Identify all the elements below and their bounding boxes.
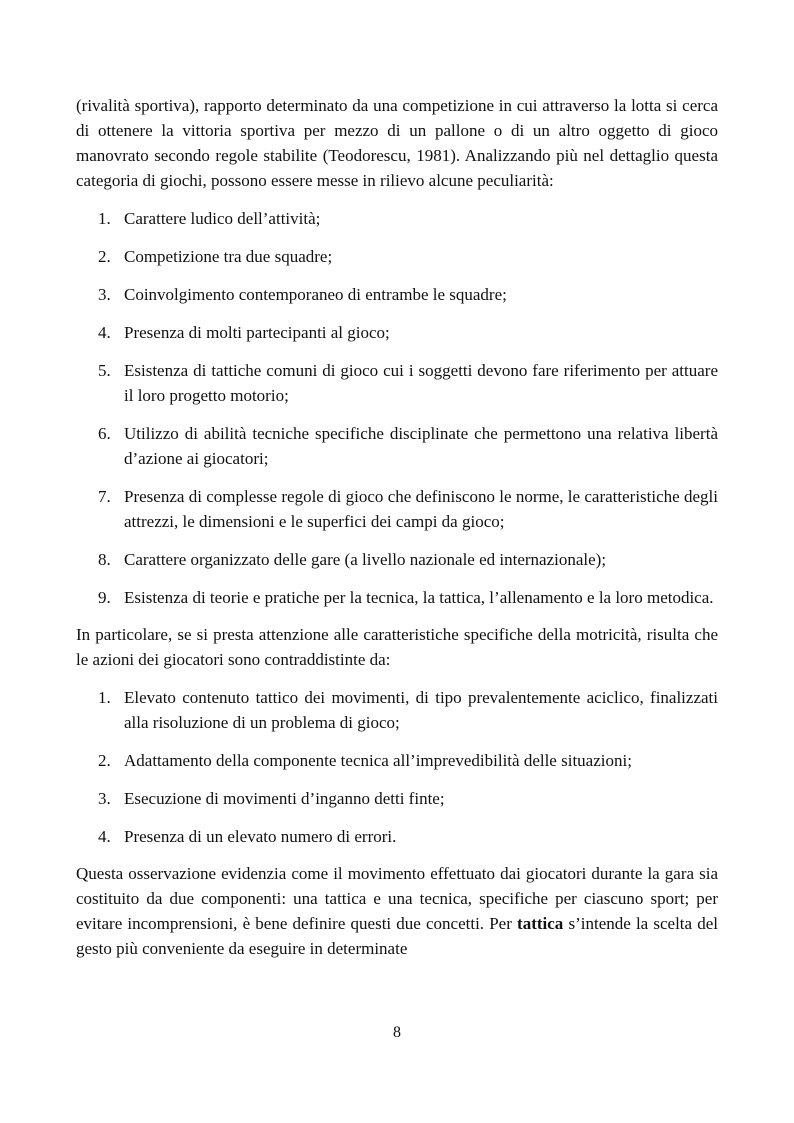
- list-item-number: 2.: [98, 751, 111, 770]
- list-item: [76, 786, 718, 811]
- list-item-number: 3.: [98, 789, 111, 808]
- list-item-text: Esistenza di tattiche comuni di gioco cui i soggetti devono fare riferimento per attuare il loro progetto motorio;: [124, 361, 718, 405]
- list-item: [76, 547, 718, 572]
- list-item-text: Competizione tra due squadre;: [124, 247, 333, 266]
- list-item: [76, 244, 718, 269]
- list-item-text: Carattere ludico dell’attività;: [124, 209, 321, 228]
- list-actions: [76, 685, 718, 849]
- list-item-number: 1.: [98, 209, 111, 228]
- list-item-number: 4.: [98, 827, 111, 846]
- list-item: [76, 320, 718, 345]
- list-item-text: Presenza di complesse regole di gioco che definiscono le norme, le caratteristiche degli attrezzi, le dimensioni e le superfici dei campi da gioco;: [124, 487, 718, 531]
- list-item-text: Esistenza di teorie e pratiche per la tecnica, la tattica, l’allenamento e la loro metodica.: [124, 588, 714, 607]
- emphasized-term: tattica: [517, 914, 564, 933]
- page-number: 8: [393, 1024, 401, 1041]
- list-item: [76, 824, 718, 849]
- page-content: [76, 93, 718, 961]
- list-item-text: Elevato contenuto tattico dei movimenti, di tipo prevalentemente aciclico, finalizzati alla risoluzione di un problema di gioco;: [124, 688, 718, 732]
- list-item-text: Presenza di un elevato numero di errori.: [124, 827, 397, 846]
- list-item-text: Utilizzo di abilità tecniche specifiche disciplinate che permettono una relativa libertà d’azione ai giocatori;: [124, 424, 718, 468]
- list-item-number: 1.: [98, 688, 111, 707]
- list-item-text: Carattere organizzato delle gare (a livello nazionale ed internazionale);: [124, 550, 607, 569]
- list-item-text: Coinvolgimento contemporaneo di entrambe le squadre;: [124, 285, 507, 304]
- list-item-text: Esecuzione di movimenti d’inganno detti finte;: [124, 789, 445, 808]
- list-item-number: 7.: [98, 487, 111, 506]
- list-item: [76, 748, 718, 773]
- list-item-number: 9.: [98, 588, 111, 607]
- paragraph-final: [76, 861, 718, 961]
- list-item-number: 6.: [98, 424, 111, 443]
- list-item-number: 4.: [98, 323, 111, 342]
- list-item: [76, 685, 718, 735]
- list-item: [76, 585, 718, 610]
- paragraph-middle: In particolare, se si presta attenzione alle caratteristiche specifiche della motricità, risulta che le azioni dei giocatori sono contraddistinte da:: [76, 625, 718, 669]
- list-item-number: 3.: [98, 285, 111, 304]
- list-item-number: 2.: [98, 247, 111, 266]
- list-item-number: 8.: [98, 550, 111, 569]
- list-item-text: Presenza di molti partecipanti al gioco;: [124, 323, 390, 342]
- list-item: [76, 358, 718, 408]
- paragraph-intro: (rivalità sportiva), rapporto determinato da una competizione in cui attraverso la lotta si cerca di ottenere la vittoria sportiva per mezzo di un pallone o di un altro oggetto di gioco manovrato secondo regole stabilite (Teodorescu, 1981). Analizzando più nel dettaglio questa categoria di giochi, possono essere messe in rilievo alcune peculiarità:: [76, 96, 718, 190]
- list-item: [76, 206, 718, 231]
- list-item: [76, 484, 718, 534]
- paragraph-final-text: s’intende la scelta del gesto più conveniente da eseguire in determinate: [76, 914, 718, 958]
- paragraph-final-text: Questa osservazione evidenzia come il movimento effettuato dai giocatori durante la gara sia costituito da due componenti: una tattica e una tecnica, specifiche per ciascuno sport; per evitare incomprensioni, è bene definire questi due concetti. Per: [76, 864, 718, 933]
- list-item: [76, 282, 718, 307]
- list-item-text: Adattamento della componente tecnica all’imprevedibilità delle situazioni;: [124, 751, 632, 770]
- list-peculiarities: [76, 206, 718, 610]
- list-item-number: 5.: [98, 361, 111, 380]
- list-item: [76, 421, 718, 471]
